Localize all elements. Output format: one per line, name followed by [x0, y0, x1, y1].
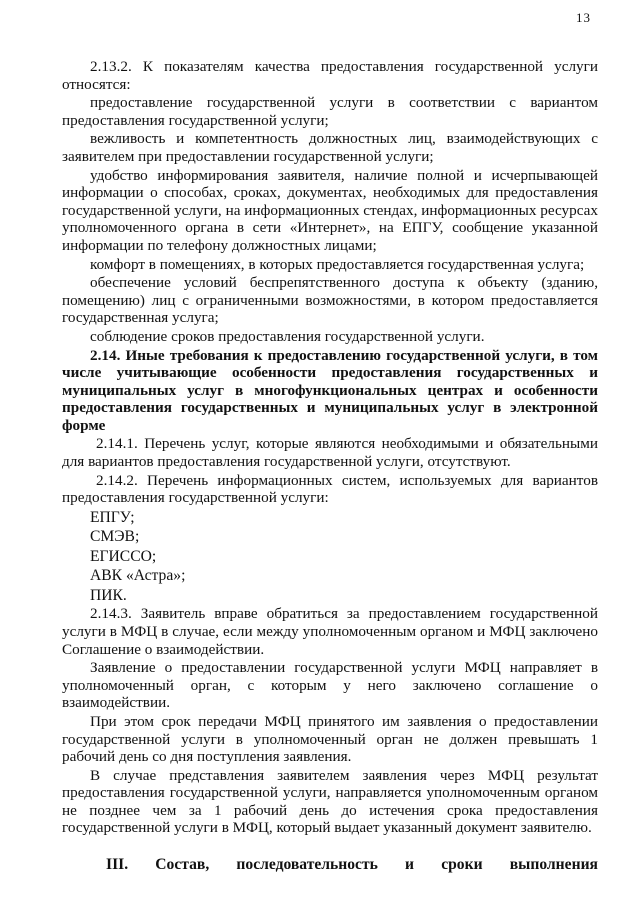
quality-indicator-politeness: вежливость и компетентность должностных лиц, взаимодействующих с заявителем при предоставлении государственной услуги; — [62, 130, 598, 165]
paragraph-mfc-application: Заявление о предоставлении государственной услуги МФЦ направляет в уполномоченный орган, с которым у него заключено соглашение о взаимодействии. — [62, 659, 598, 712]
quality-indicator-variant: предоставление государственной услуги в соответствии с вариантом предоставления государственной услуги; — [62, 94, 598, 129]
document-body — [62, 58, 598, 875]
list-item: АВК «Астра»; — [90, 567, 186, 585]
information-systems-list — [62, 508, 598, 606]
paragraph-2-14-2: 2.14.2. Перечень информационных систем, используемых для вариантов предоставления государственной услуги: — [62, 471, 598, 507]
quality-indicator-accessibility: обеспечение условий беспрепятственного доступа к объекту (зданию, помещению) лиц с ограниченными возможностями, в котором предоставляется государственная услуга; — [62, 274, 598, 327]
quality-indicator-deadlines: соблюдение сроков предоставления государственной услуги. — [90, 327, 485, 345]
quality-indicator-information: удобство информирования заявителя, наличие полной и исчерпывающей информации о способах, сроках, документах, необходимых для предоставления государственной услуги, на информационных стендах, информационных ресурсах уполномоченного органа в сети «Интернет», на ЕПГУ, сообщение указанной информации по телефону должностных лицами; — [62, 166, 598, 254]
list-item: ПИК. — [90, 586, 127, 604]
page-number: 13 — [576, 10, 591, 25]
paragraph-result-delivery: В случае представления заявителем заявления через МФЦ результат предоставления государственной услуги, направляется уполномоченным органом не позднее чем за 1 рабочий день до истечения срока предоставления государственной услуги в МФЦ, который выдает указанный документ заявителю. — [62, 766, 598, 837]
list-item: ЕГИССО; — [90, 547, 157, 565]
heading-2-14: 2.14. Иные требования к предоставлению государственной услуги, в том числе учитывающие особенности предоставления государственных и муниципальных услуг в многофункциональных центрах и особенности предоставления государственных и муниципальных услуг в электронной форме — [62, 346, 598, 434]
section-3-heading: III. Состав, последовательность и сроки выполнения — [106, 856, 598, 874]
list-item: ЕПГУ; — [90, 508, 135, 526]
paragraph-2-13-2: 2.13.2. К показателям качества предоставления государственной услуги относятся: — [62, 58, 598, 93]
list-item: СМЭВ; — [90, 528, 140, 546]
paragraph-2-14-3: 2.14.3. Заявитель вправе обратиться за предоставлением государственной услуги в МФЦ в случае, если между уполномоченным органом и МФЦ заключено Соглашение о взаимодействии. — [62, 605, 598, 658]
quality-indicator-comfort: комфорт в помещениях, в которых предоставляется государственная услуга; — [90, 255, 585, 273]
paragraph-transfer-deadline: При этом срок передачи МФЦ принятого им заявления о предоставлении государственной услуги в уполномоченный орган не должен превышать 1 рабочий день со дня поступления заявления. — [62, 712, 598, 766]
paragraph-2-14-1: 2.14.1. Перечень услуг, которые являются необходимыми и обязательными для вариантов предоставления государственной услуги, отсутствуют. — [62, 435, 598, 471]
